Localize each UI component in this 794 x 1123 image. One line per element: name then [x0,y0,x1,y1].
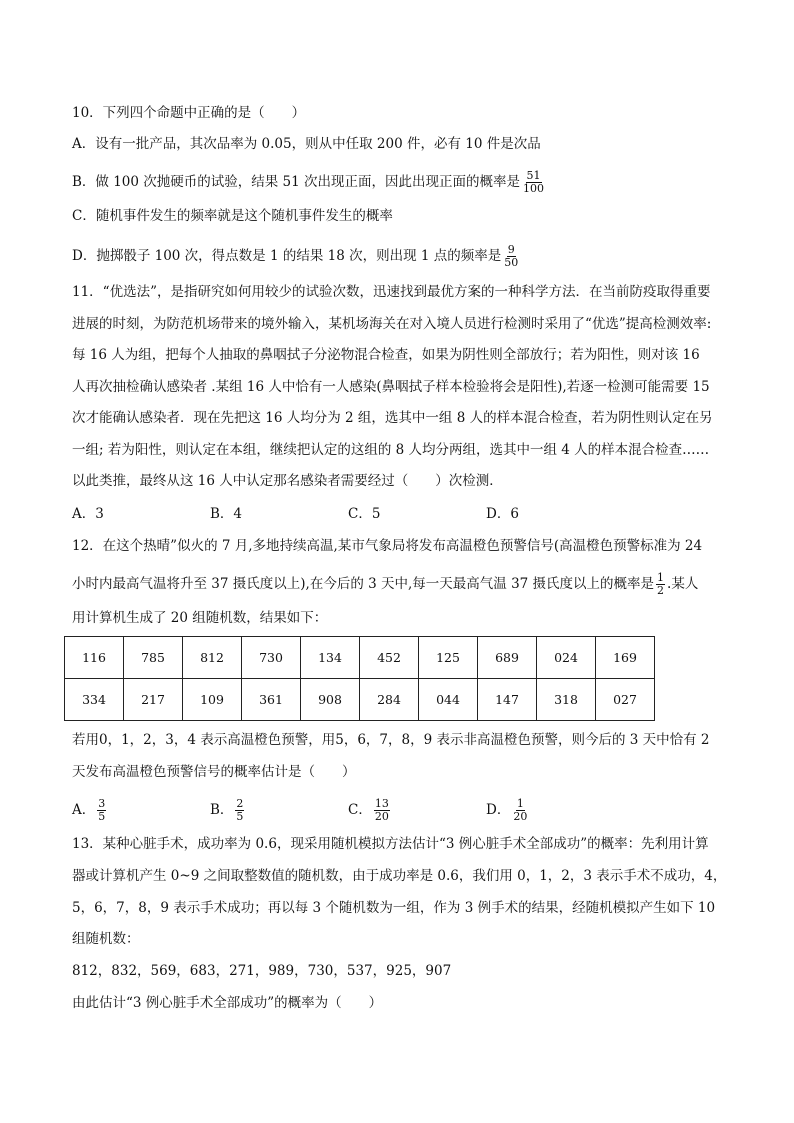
table-cell: 147 [478,679,537,721]
table-cell: 109 [183,679,242,721]
table-cell: 689 [478,637,537,679]
table-cell: 024 [537,637,596,679]
table-cell: 334 [65,679,124,721]
option-fraction [512,798,528,823]
q10-option-c: C．随机事件发生的频率就是这个随机事件发生的概率 [72,208,393,224]
fraction-denominator: 50 [504,256,519,269]
table-cell: 217 [124,679,183,721]
q10-option-b-text: B．做 100 次抛硬币的试验，结果 51 次出现正面，因此出现正面的概率是 [72,174,521,190]
fraction-numerator: 13 [374,797,389,810]
table-cell: 169 [596,637,655,679]
q11-line: 进展的时刻，为防范机场带来的境外输入，某机场海关在对入境人员进行检测时采用了“优选”提高检测效率: [72,316,712,332]
fraction-numerator: 2 [236,797,244,810]
q12-line-2 [72,572,698,597]
q10-option-d-text: D．抛掷骰子 100 次，得点数是 1 的结果 18 次，则出现 1 点的频率是 [72,248,502,264]
q12-option-c [348,798,392,823]
table-cell: 284 [360,679,419,721]
table-cell: 116 [65,637,124,679]
q12-option-d [486,798,530,823]
q11-option-c: C．5 [348,506,381,522]
q13-line: 5，6，7，8，9 表示手术成功；再以每 3 个随机数为一组，作为 3 例手术的结果，经随机模拟产生如下 10 [72,900,716,916]
q11-option-a: A．3 [72,506,104,522]
option-label: A． [72,802,96,818]
table-cell: 785 [124,637,183,679]
table-cell: 318 [537,679,596,721]
fraction-numerator: 3 [98,797,106,810]
table-cell: 908 [301,679,360,721]
q12-line-2-text: 小时内最高气温将升至 37 摄氏度以上),在今后的 3 天中,每一天最高气温 37 摄氏度以上的概率是 [72,576,655,592]
q11-option-d: D．6 [486,506,519,522]
fraction-denominator: 100 [523,182,545,195]
q10-stem: 10．下列四个命题中正确的是（ ） [72,105,306,121]
q13-random-numbers: 812，832，569，683，271，989，730，537，925，907 [72,963,452,979]
fraction-denominator: 20 [513,810,528,823]
q12-after-line-2: 天发布高温橙色预警信号的概率估计是（ ） [72,764,356,780]
table-cell: 452 [360,637,419,679]
table-row [65,679,655,721]
table-cell: 125 [419,637,478,679]
q10-option-b-fraction [522,170,545,195]
q12-line-3: 用计算机生成了 20 组随机数，结果如下： [72,610,328,626]
q12-option-b [210,798,246,823]
fraction-numerator: 1 [657,571,665,584]
fraction-numerator: 1 [516,797,524,810]
table-cell: 361 [242,679,301,721]
random-number-table [64,636,655,721]
q10-option-a: A．设有一批产品，其次品率为 0.05，则从中任取 200 件，必有 10 件是次品 [72,136,541,152]
table-cell: 730 [242,637,301,679]
q12-option-a [72,798,108,823]
q12-probability-fraction [656,572,665,597]
q11-line: 每 16 人为组，把每个人抽取的鼻咽拭子分泌物混合检查，如果为阴性则全部放行；若为阳性，则对该 16 [72,347,700,363]
q10-option-d-fraction [503,244,519,269]
q10-option-d [72,244,521,269]
table-cell: 044 [419,679,478,721]
q12-after-line-1: 若用0，1，2，3，4 表示高温橙色预警，用5，6，7，8，9 表示非高温橙色预警，则今后的 3 天中恰有 2 [72,732,710,748]
q13-line: 13．某种心脏手术，成功率为 0.6，现采用随机模拟方法估计“3 例心脏手术全部成功”的概率：先利用计算 [72,836,709,852]
q11-line: 次才能确认感染者．现在先把这 16 人均分为 2 组，选其中一组 8 人的样本混合检查，若为阴性则认定在另 [72,410,713,426]
fraction-denominator: 2 [657,584,665,597]
option-label: C． [348,802,372,818]
table-cell: 812 [183,637,242,679]
q13-line: 组随机数： [72,931,140,947]
option-label: D． [486,802,511,818]
q10-option-b [72,170,547,195]
table-cell: 027 [596,679,655,721]
q11-line: 以此类推，最终从这 16 人中认定那名感染者需要经过（ ）次检测． [72,473,503,489]
fraction-denominator: 20 [374,810,389,823]
q12-line-2-tail: .某人 [667,576,699,592]
table-row [65,637,655,679]
q13-line: 器或计算机产生 0~9 之间取整数值的随机数，由于成功率是 0.6，我们用 0，1，2，3 表示手术不成功，4， [72,868,727,884]
fraction-numerator: 9 [507,243,515,256]
q11-option-b: B．4 [210,506,243,522]
table-cell: 134 [301,637,360,679]
option-fraction [97,798,106,823]
option-fraction [235,798,244,823]
option-fraction [374,798,390,823]
q11-line: 11．“优选法”，是指研究如何用较少的试验次数，迅速找到最优方案的一种科学方法．在当前防疫取得重要 [72,284,711,300]
q11-line: 人再次抽检确认感染者 .某组 16 人中恰有一人感染(鼻咽拭子样本检验将会是阳性),若逐一检测可能需要 15 [72,379,710,395]
option-label: B． [210,802,234,818]
fraction-denominator: 5 [98,810,106,823]
q12-line-1: 12．在这个热晴”似火的 7 月,多地持续高温,某市气象局将发布高温橙色预警信号(高温橙色预警标准为 24 [72,538,703,554]
q13-question: 由此估计“3 例心脏手术全部成功”的概率为（ ） [72,995,383,1011]
fraction-numerator: 51 [526,169,541,182]
q11-line: 一组; 若为阳性，则认定在本组，继续把认定的这组的 8 人均分两组，选其中一组 4 人的样本混合检查…… [72,442,710,458]
fraction-denominator: 5 [236,810,244,823]
